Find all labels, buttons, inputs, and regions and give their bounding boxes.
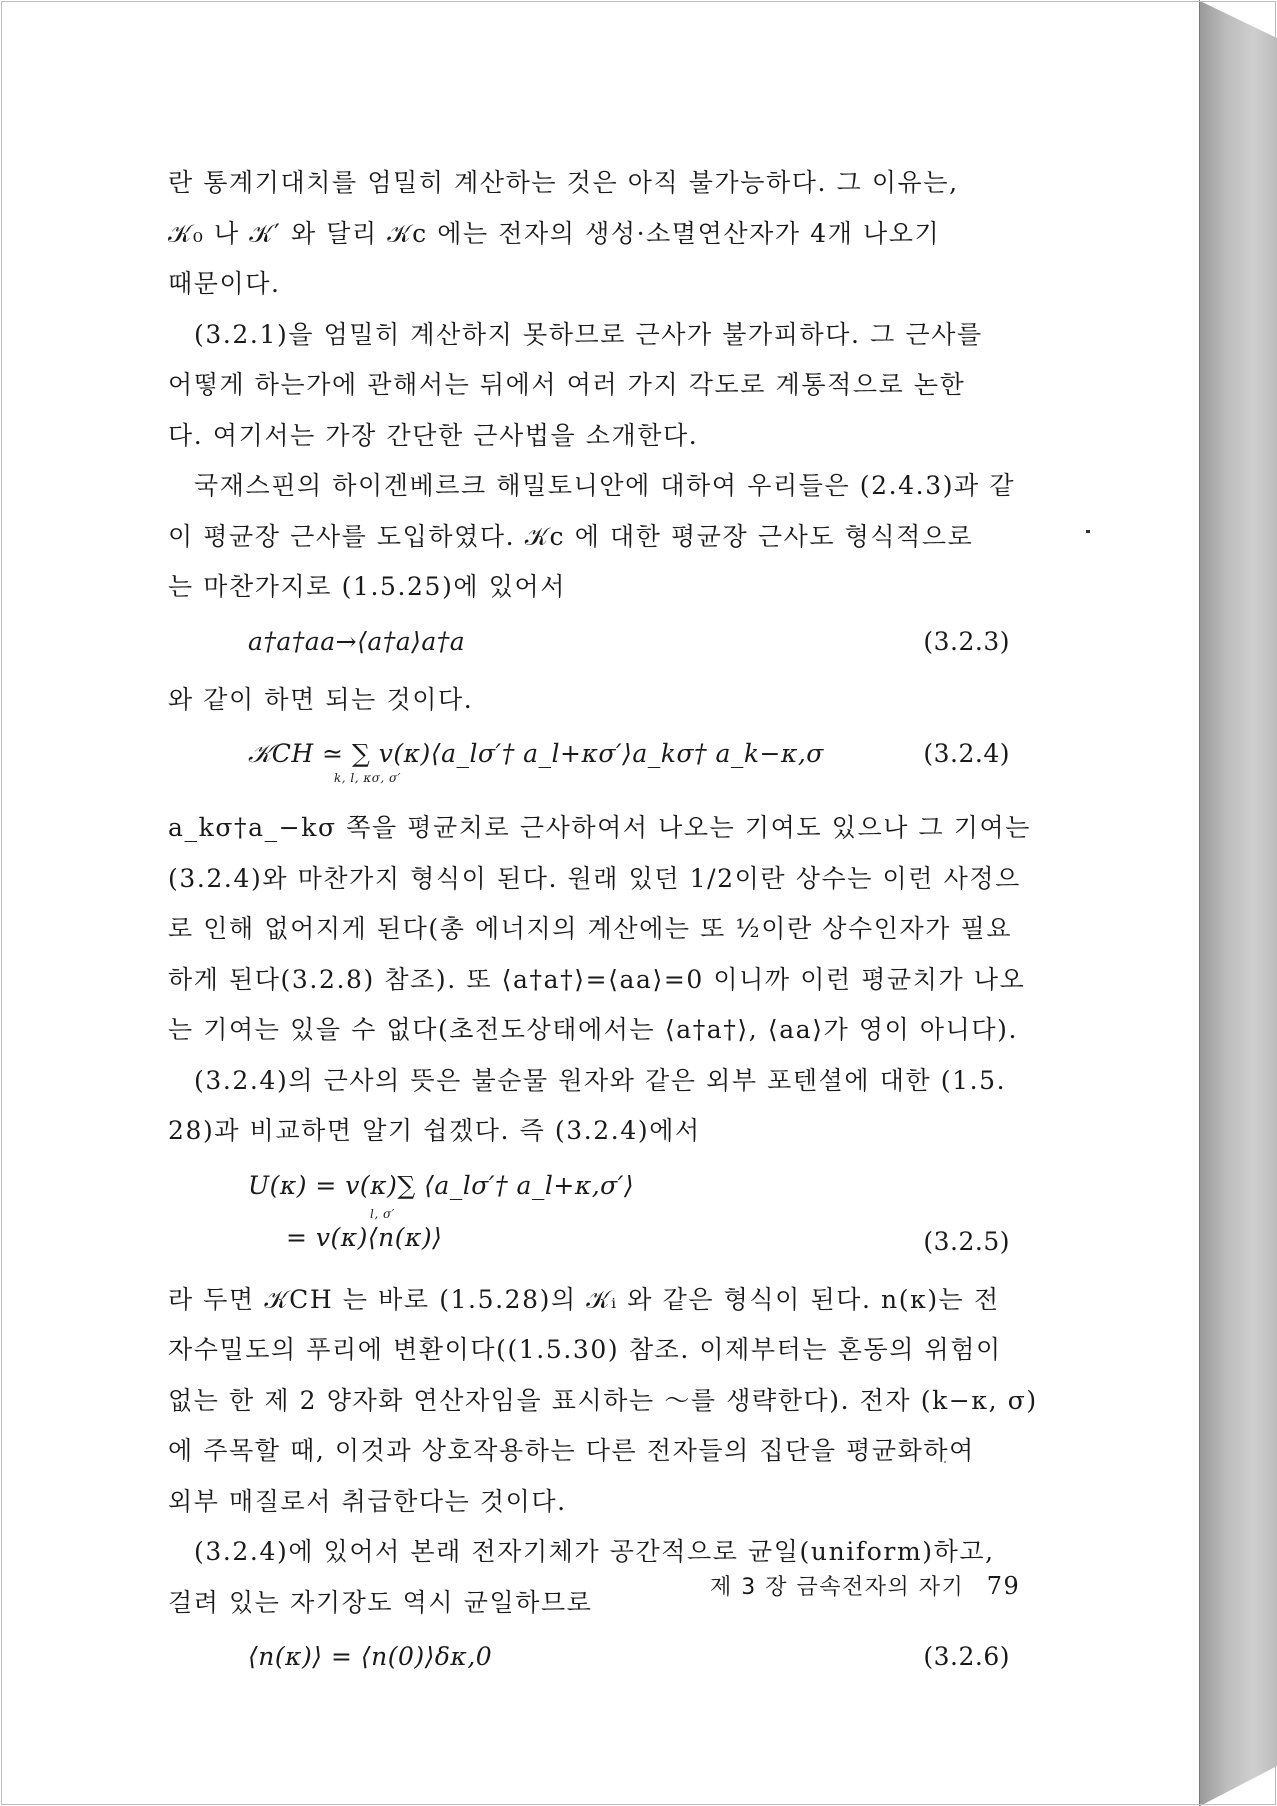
equation-number: (3.2.4)	[923, 739, 1010, 768]
text-line: 로 인해 없어지게 된다(총 에너지의 계산에는 또 ½이란 상수인자가 필요	[168, 914, 1013, 943]
text-line: 국재스핀의 하이겐베르크 해밀토니안에 대하여 우리들은 (2.4.3)과 같	[194, 471, 1016, 500]
text-line: 에 주목할 때, 이것과 상호작용하는 다른 전자들의 집단을 평균화하여	[168, 1436, 975, 1465]
equation-number: (3.2.3)	[923, 626, 1010, 656]
text-line: 이 평균장 근사를 도입하였다. 𝒦c 에 대한 평균장 근사도 형식적으로	[168, 521, 974, 551]
page-number: 79	[986, 1572, 1021, 1600]
text-line: 때문이다.	[168, 269, 281, 298]
text-line: 와 같이 하면 되는 것이다.	[168, 684, 474, 714]
equation-number: (3.2.6)	[923, 1642, 1010, 1671]
text-line: 자수밀도의 푸리에 변환이다((1.5.30) 참조. 이제부터는 혼동의 위험이	[168, 1335, 1002, 1364]
equation-expression: a†a†aa→⟨a†a⟩a†a	[248, 626, 466, 656]
text-line: 하게 된다(3.2.8) 참조). 또 ⟨a†a†⟩=⟨aa⟩=0 이니까 이런 평균치가 나오	[168, 964, 1026, 994]
text-line: (3.2.1)을 엄밀히 계산하지 못하므로 근사가 불가피하다. 그 근사를	[194, 319, 983, 349]
equation-3-2-6	[168, 1628, 1040, 1690]
equation-3-2-5	[168, 1157, 1040, 1275]
text-line: 다. 여기서는 가장 간단한 근사법을 소개한다.	[168, 420, 699, 450]
text-line: 𝒦₀ 나 𝒦′ 와 달리 𝒦c 에는 전자의 생성·소멸연산자가 4개 나오기	[168, 218, 941, 248]
equation-expression-line2: = v(κ)⟨n(κ)⟩	[286, 1222, 443, 1252]
text-line: 없는 한 제 2 양자화 연산자임을 표시하는 ～를 생략한다). 전자 (k−κ, σ)	[168, 1385, 1038, 1415]
sum-index: k, l, κσ, σ′	[334, 771, 401, 785]
text-line: 라 두면 𝒦CH 는 바로 (1.5.28)의 𝒦ᵢ 와 같은 형식이 된다. n(κ)는 전	[168, 1284, 1000, 1314]
equation-expression: U(κ) = v(κ)∑ ⟨a_lσ′† a_l+κ,σ′⟩	[248, 1170, 635, 1200]
text-line: (3.2.4)의 근사의 뜻은 불순물 원자와 같은 외부 포텐셜에 대한 (1.5.	[194, 1065, 1007, 1095]
equation-expression: ⟨n(κ)⟩ = ⟨n(0)⟩δκ,0	[248, 1642, 493, 1671]
text-line: a_kσ†a_−kσ 쪽을 평균치로 근사하여서 나오는 기여도 있으나 그 기여는	[168, 813, 1032, 842]
text-line: 는 마찬가지로 (1.5.25)에 있어서	[168, 572, 566, 601]
equation-3-2-4	[168, 725, 1040, 803]
page-footer	[710, 1570, 1020, 1601]
scan-speck	[1086, 530, 1090, 533]
text-line: (3.2.4)에 있어서 본래 전자기체가 공간적으로 균일(uniform)하고,	[194, 1537, 995, 1566]
text-line: 외부 매질로서 취급한다는 것이다.	[168, 1486, 567, 1516]
text-line: 어떻게 하는가에 관해서는 뒤에서 여러 가지 각도로 계통적으로 논한	[168, 370, 966, 399]
chapter-title: 제 3 장 금속전자의 자기	[710, 1575, 965, 1600]
equation-number: (3.2.5)	[923, 1226, 1010, 1256]
text-line: 는 기여는 있을 수 없다(초전도상태에서는 ⟨a†a†⟩, ⟨aa⟩가 영이 아니다).	[168, 1015, 1019, 1044]
equation-expression: 𝒦CH ≃ ∑ v(κ)⟨a_lσ′† a_l+κσ′⟩a_kσ† a_k−κ,σ	[248, 739, 824, 768]
text-line: (3.2.4)와 마찬가지 형식이 된다. 원래 있던 1/2이란 상수는 이런 사정으	[168, 863, 1021, 893]
text-line: 28)과 비교하면 알기 쉽겠다. 즉 (3.2.4)에서	[168, 1116, 701, 1145]
sum-index: l, σ′	[370, 1206, 395, 1221]
book-edge	[1200, 0, 1277, 1806]
body-text	[168, 158, 1040, 1690]
equation-3-2-3	[168, 613, 1040, 675]
text-line: 걸려 있는 자기장도 역시 균일하므로	[168, 1587, 593, 1617]
text-line: 란 통계기대치를 엄밀히 계산하는 것은 아직 불가능하다. 그 이유는,	[168, 168, 959, 197]
